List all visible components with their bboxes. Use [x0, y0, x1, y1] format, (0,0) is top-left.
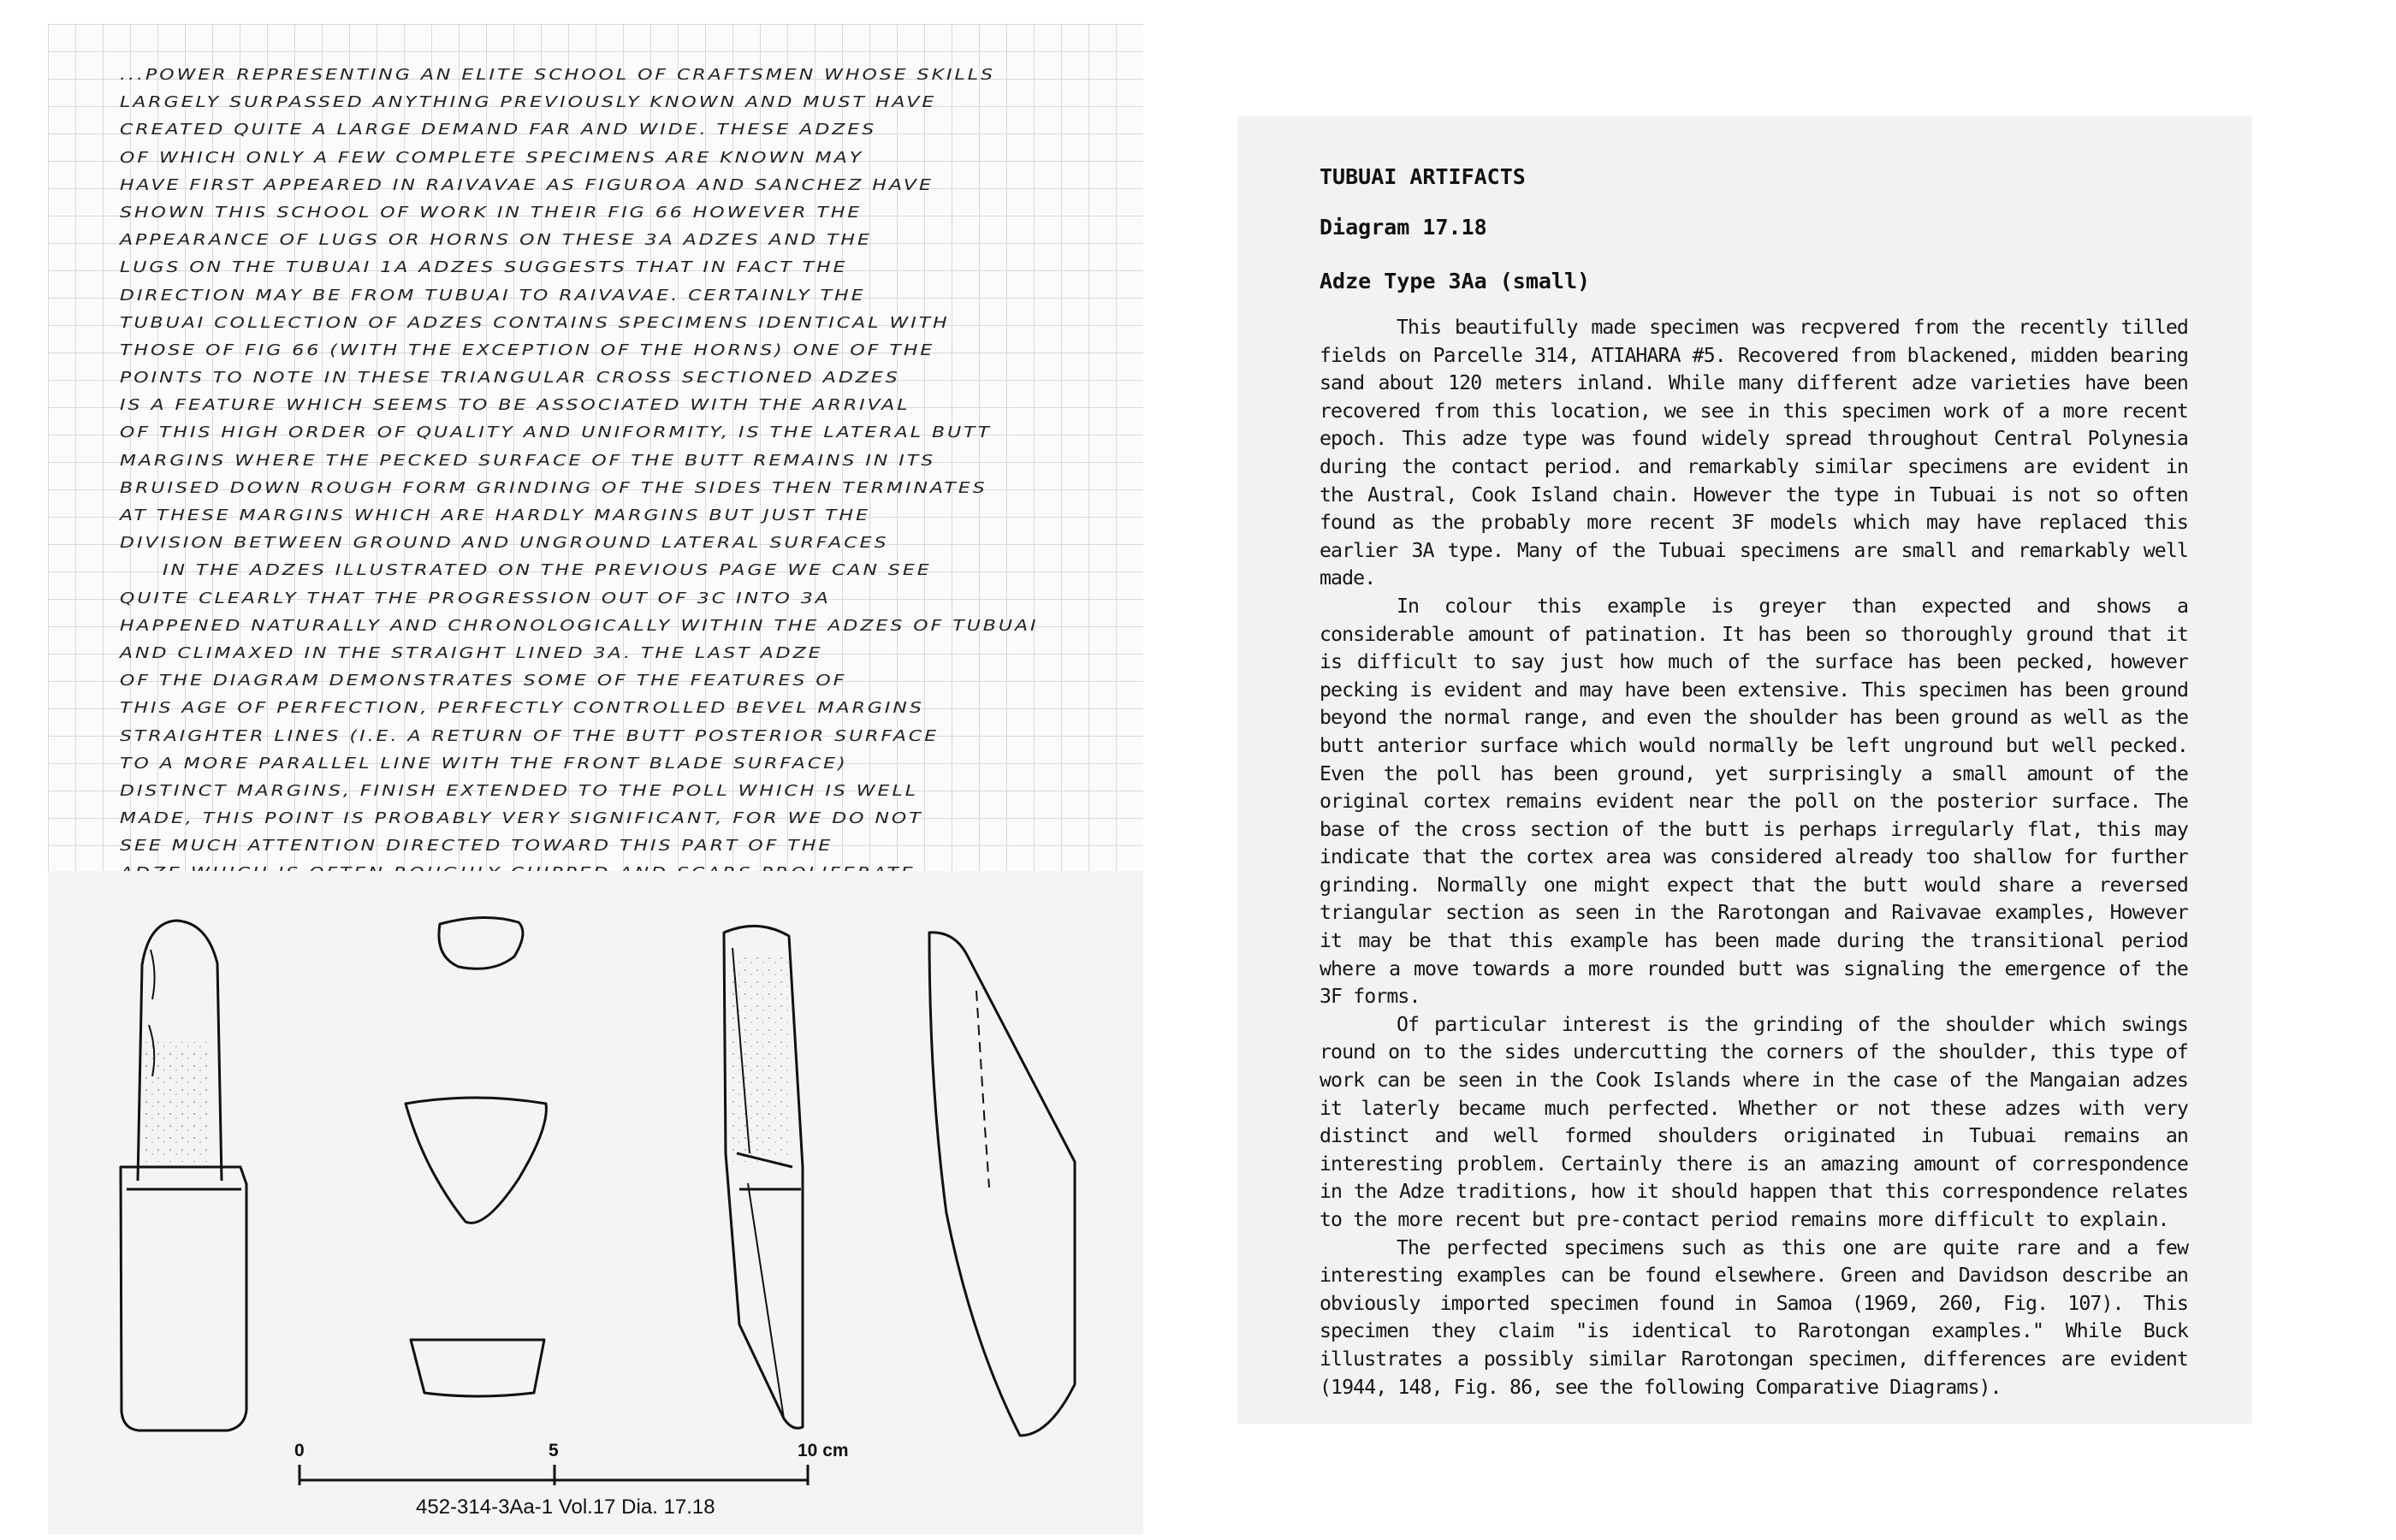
handwritten-line: AND CLIMAXED IN THE STRAIGHT LINED 3A. THE LAST ADZE: [120, 644, 823, 662]
adze-profile-view: [929, 933, 1075, 1436]
paragraph-2: In colour this example is greyer than expected and shows a considerable amount of patination. It has been so thoroughly ground that it is difficult to say just how much of the surface has been pecked, however pecking is evident and may have been extensive. This specimen has been ground beyond the normal range, and even the shoulder has been ground as well as the butt anterior surface which would normally be left unground but well pecked. Even the poll has been ground, yet surprisingly a small amount of the original cortex remains evident near the poll on the posterior surface. The base of the cross section of the butt is perhaps irregularly flat, this may indicate that the cortex area was considered already too shallow for further grinding. Normally one might expect that the butt would share a reversed triangular section as seen in the Rarotongan and Raivavae examples, However it may be that this example has been made during the transitional period where a move towards a more rounded butt was signaling the emergence of the 3F forms.: [1320, 594, 2188, 1009]
handwritten-line: MARGINS WHERE THE PECKED SURFACE OF THE BUTT REMAINS IN ITS: [120, 451, 936, 470]
handwritten-line: HAPPENED NATURALLY AND CHRONOLOGICALLY WITHIN THE ADZES OF TUBUAI: [120, 617, 1039, 635]
handwritten-line: TO A MORE PARALLEL LINE WITH THE FRONT BLADE SURFACE): [120, 755, 848, 773]
diagram-number: Diagram 17.18: [1320, 215, 1487, 240]
adze-drawing-plate: [48, 871, 1143, 1534]
document-body: [1320, 314, 2188, 1401]
handwritten-notes-text: [120, 62, 1172, 943]
handwritten-line: ...POWER REPRESENTING AN ELITE SCHOOL OF CRAFTSMEN WHOSE SKILLS: [120, 66, 995, 84]
handwritten-line: HAVE FIRST APPEARED IN RAIVAVAE AS FIGUROA AND SANCHEZ HAVE: [120, 176, 934, 194]
adze-illustration: [48, 871, 1143, 1534]
handwritten-line: IS A FEATURE WHICH SEEMS TO BE ASSOCIATED WITH THE ARRIVAL: [120, 396, 910, 415]
paragraph-3: Of particular interest is the grinding of the shoulder which swings round on to the sides undercutting the corners of the shoulder, this type of work can be seen in the Cook Islands where in the case of the Mangaian adzes it laterly became much perfected. Whether or not these adzes with very distinct and well formed shoulders originated in Tubuai remains an interesting problem. Certainly there is an amazing amount of correspondence in the Adze traditions, how it should happen that this correspondence relates to the more recent but pre-contact period remains more difficult to explain.: [1320, 1012, 2188, 1231]
handwritten-line: DIRECTION MAY BE FROM TUBUAI TO RAIVAVAE. CERTAINLY THE: [120, 286, 866, 305]
handwritten-line: LUGS ON THE TUBUAI 1A ADZES SUGGESTS THAT IN FACT THE: [120, 258, 848, 277]
handwritten-line: APPEARANCE OF LUGS OR HORNS ON THESE 3A ADZES AND THE: [120, 231, 872, 249]
handwritten-line: TUBUAI COLLECTION OF ADZES CONTAINS SPECIMENS IDENTICAL WITH: [120, 314, 950, 332]
handwritten-notes-sheet: [48, 24, 1143, 871]
handwritten-line: LARGELY SURPASSED ANYTHING PREVIOUSLY KNOWN AND MUST HAVE: [120, 93, 937, 112]
adze-side-view: [724, 926, 803, 1428]
handwritten-line: OF WHICH ONLY A FEW COMPLETE SPECIMENS ARE KNOWN MAY: [120, 148, 864, 167]
typed-document-page: [1237, 116, 2252, 1424]
handwritten-line: OF THE DIAGRAM DEMONSTRATES SOME OF THE FEATURES OF: [120, 672, 847, 690]
handwritten-line: QUITE CLEARLY THAT THE PROGRESSION OUT OF 3C INTO 3A: [120, 589, 831, 607]
handwritten-line: THOSE OF FIG 66 (WITH THE EXCEPTION OF THE HORNS) ONE OF THE: [120, 341, 935, 359]
scale-bar: [300, 1465, 808, 1485]
handwritten-line: OF THIS HIGH ORDER OF QUALITY AND UNIFORMITY, IS THE LATERAL BUTT: [120, 424, 993, 442]
adze-mid-section: [406, 1098, 546, 1223]
figure-caption: 452-314-3Aa-1 Vol.17 Dia. 17.18: [416, 1496, 715, 1519]
handwritten-line: MADE, THIS POINT IS PROBABLY VERY SIGNIFICANT, FOR WE DO NOT: [120, 809, 923, 827]
handwritten-line: SEE MUCH ATTENTION DIRECTED TOWARD THIS PART OF THE: [120, 837, 833, 856]
adze-type-heading: Adze Type 3Aa (small): [1320, 269, 1591, 293]
document-title: TUBUAI ARTIFACTS: [1320, 164, 1526, 189]
handwritten-line: AT THESE MARGINS WHICH ARE HARDLY MARGINS BUT JUST THE: [120, 506, 870, 524]
scale-label-zero: 0: [294, 1441, 305, 1460]
handwritten-line: SHOWN THIS SCHOOL OF WORK IN THEIR FIG 66 HOWEVER THE: [120, 204, 863, 222]
scale-label-ten-cm: 10 cm: [798, 1441, 849, 1460]
adze-poll-section: [439, 917, 523, 968]
handwritten-line: POINTS TO NOTE IN THESE TRIANGULAR CROSS SECTIONED ADZES: [120, 369, 900, 387]
handwritten-line: THIS AGE OF PERFECTION, PERFECTLY CONTROLLED BEVEL MARGINS: [120, 699, 924, 718]
handwritten-line: IN THE ADZES ILLUSTRATED ON THE PREVIOUS PAGE WE CAN SEE: [163, 561, 932, 580]
handwritten-line: DISTINCT MARGINS, FINISH EXTENDED TO THE POLL WHICH IS WELL: [120, 782, 918, 800]
handwritten-line: DIVISION BETWEEN GROUND AND UNGROUND LATERAL SURFACES: [120, 534, 889, 553]
paragraph-4: The perfected specimens such as this one are quite rare and a few interesting examples can be found elsewhere. Green and Davidson describe an obviously imported specimen found in Samoa (1969, 260, Fig. 107). This specimen they claim "is identical to Rarotongan examples." While Buck illustrates a possibly similar Rarotongan specimen, differences are evident (1944, 148, Fig. 86, see the following Comparative Diagrams).: [1320, 1235, 2188, 1399]
scale-label-five: 5: [549, 1441, 559, 1460]
adze-front-view: [121, 921, 246, 1430]
handwritten-line: CREATED QUITE A LARGE DEMAND FAR AND WIDE. THESE ADZES: [120, 121, 877, 139]
handwritten-line: STRAIGHTER LINES (I.E. A RETURN OF THE BUTT POSTERIOR SURFACE: [120, 726, 940, 745]
paragraph-1: This beautifully made specimen was recpvered from the recently tilled fields on Parcelle 314, ATIAHARA #5. Recovered from blackened, midden bearing sand about 120 meters inland. While many different adze varieties have been recovered from this location, we see in this specimen work of a more recent epoch. This adze type was found widely spread throughout Central Polynesia during the contact period. and remarkably similar specimens are evident in the Austral, Cook Island chain. However the type in Tubuai is not so often found as the probably more recent 3F models which may have replaced this earlier 3A type. Many of the Tubuai specimens are small and remarkably well made.: [1320, 316, 2188, 590]
handwritten-line: BRUISED DOWN ROUGH FORM GRINDING OF THE SIDES THEN TERMINATES: [120, 479, 987, 497]
adze-blade-section: [411, 1340, 544, 1396]
